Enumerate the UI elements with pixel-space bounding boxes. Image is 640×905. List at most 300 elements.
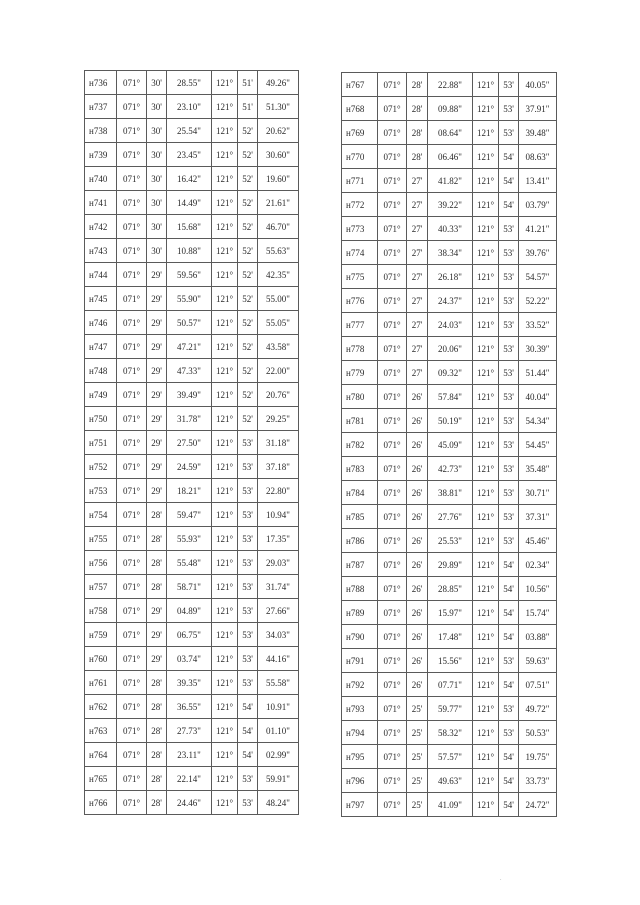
lon-degrees-cell: 071° — [117, 311, 147, 335]
table-row — [342, 529, 557, 553]
lat-seconds-cell: 15.74" — [519, 601, 557, 625]
lon-minutes-cell: 29' — [147, 623, 167, 647]
lon-minutes-cell: 28' — [407, 121, 428, 145]
lon-seconds-cell: 25.54" — [167, 119, 212, 143]
lat-minutes-cell: 53' — [238, 623, 258, 647]
table-row — [85, 167, 299, 191]
point-id-cell: н781 — [342, 409, 378, 433]
table-row — [342, 409, 557, 433]
point-id-cell: н783 — [342, 457, 378, 481]
lat-degrees-cell: 121° — [212, 575, 238, 599]
lat-minutes-cell: 54' — [499, 769, 519, 793]
lon-seconds-cell: 14.49" — [167, 191, 212, 215]
lon-degrees-cell: 071° — [378, 481, 407, 505]
lat-minutes-cell: 52' — [238, 263, 258, 287]
lat-degrees-cell: 121° — [473, 721, 499, 745]
point-id-cell: н786 — [342, 529, 378, 553]
lat-minutes-cell: 54' — [499, 625, 519, 649]
lat-minutes-cell: 51' — [238, 71, 258, 95]
lat-degrees-cell: 121° — [473, 409, 499, 433]
lon-degrees-cell: 071° — [378, 409, 407, 433]
lon-seconds-cell: 09.88" — [428, 97, 473, 121]
table-row — [342, 481, 557, 505]
lon-seconds-cell: 50.57" — [167, 311, 212, 335]
table-row — [85, 575, 299, 599]
lat-degrees-cell: 121° — [212, 359, 238, 383]
lat-seconds-cell: 19.75" — [519, 745, 557, 769]
lon-minutes-cell: 26' — [407, 673, 428, 697]
table-row — [342, 625, 557, 649]
table-row — [85, 791, 299, 815]
point-id-cell: н768 — [342, 97, 378, 121]
lat-degrees-cell: 121° — [212, 479, 238, 503]
point-id-cell: н760 — [85, 647, 117, 671]
lon-minutes-cell: 27' — [407, 361, 428, 385]
lat-minutes-cell: 53' — [499, 457, 519, 481]
lon-seconds-cell: 57.84" — [428, 385, 473, 409]
table-row — [85, 359, 299, 383]
table-row — [85, 431, 299, 455]
table-row — [342, 361, 557, 385]
lat-seconds-cell: 51.30" — [258, 95, 299, 119]
lon-degrees-cell: 071° — [378, 457, 407, 481]
lat-seconds-cell: 02.34" — [519, 553, 557, 577]
lat-seconds-cell: 22.00" — [258, 359, 299, 383]
table-row — [85, 503, 299, 527]
lon-seconds-cell: 22.14" — [167, 767, 212, 791]
lon-degrees-cell: 071° — [117, 575, 147, 599]
lat-degrees-cell: 121° — [212, 239, 238, 263]
lon-minutes-cell: 28' — [407, 73, 428, 97]
lon-minutes-cell: 26' — [407, 529, 428, 553]
table-row — [85, 623, 299, 647]
lon-seconds-cell: 40.33" — [428, 217, 473, 241]
lat-degrees-cell: 121° — [212, 647, 238, 671]
table-row — [85, 383, 299, 407]
lat-degrees-cell: 121° — [212, 95, 238, 119]
lon-degrees-cell: 071° — [117, 407, 147, 431]
lon-seconds-cell: 27.76" — [428, 505, 473, 529]
lon-degrees-cell: 071° — [378, 121, 407, 145]
lat-minutes-cell: 54' — [499, 553, 519, 577]
lat-seconds-cell: 20.76" — [258, 383, 299, 407]
lon-seconds-cell: 17.48" — [428, 625, 473, 649]
point-id-cell: н794 — [342, 721, 378, 745]
lat-minutes-cell: 53' — [238, 431, 258, 455]
lat-minutes-cell: 54' — [499, 169, 519, 193]
lon-minutes-cell: 27' — [407, 265, 428, 289]
lat-degrees-cell: 121° — [473, 577, 499, 601]
table-row — [85, 695, 299, 719]
point-id-cell: н736 — [85, 71, 117, 95]
lat-degrees-cell: 121° — [473, 457, 499, 481]
lat-minutes-cell: 53' — [238, 599, 258, 623]
lon-degrees-cell: 071° — [378, 313, 407, 337]
lat-degrees-cell: 121° — [473, 361, 499, 385]
lat-minutes-cell: 53' — [499, 337, 519, 361]
table-row — [85, 407, 299, 431]
lon-seconds-cell: 24.03" — [428, 313, 473, 337]
lon-minutes-cell: 29' — [147, 647, 167, 671]
lat-degrees-cell: 121° — [473, 385, 499, 409]
lon-seconds-cell: 38.81" — [428, 481, 473, 505]
point-id-cell: н785 — [342, 505, 378, 529]
point-id-cell: н745 — [85, 287, 117, 311]
lat-seconds-cell: 42.35" — [258, 263, 299, 287]
point-id-cell: н771 — [342, 169, 378, 193]
point-id-cell: н789 — [342, 601, 378, 625]
lat-seconds-cell: 34.03" — [258, 623, 299, 647]
lat-seconds-cell: 29.25" — [258, 407, 299, 431]
point-id-cell: н755 — [85, 527, 117, 551]
lat-minutes-cell: 52' — [238, 383, 258, 407]
lon-degrees-cell: 071° — [378, 505, 407, 529]
lon-seconds-cell: 39.35" — [167, 671, 212, 695]
lon-minutes-cell: 29' — [147, 479, 167, 503]
lat-seconds-cell: 33.73" — [519, 769, 557, 793]
point-id-cell: н742 — [85, 215, 117, 239]
lon-degrees-cell: 071° — [378, 529, 407, 553]
table-row — [342, 673, 557, 697]
lon-degrees-cell: 071° — [117, 455, 147, 479]
lat-minutes-cell: 53' — [238, 527, 258, 551]
lat-degrees-cell: 121° — [212, 167, 238, 191]
point-id-cell: н779 — [342, 361, 378, 385]
lon-minutes-cell: 28' — [407, 97, 428, 121]
point-id-cell: н796 — [342, 769, 378, 793]
lon-degrees-cell: 071° — [117, 335, 147, 359]
point-id-cell: н766 — [85, 791, 117, 815]
lat-seconds-cell: 54.57" — [519, 265, 557, 289]
lon-seconds-cell: 15.56" — [428, 649, 473, 673]
lon-minutes-cell: 27' — [407, 241, 428, 265]
lon-degrees-cell: 071° — [378, 169, 407, 193]
lat-minutes-cell: 53' — [238, 455, 258, 479]
lat-seconds-cell: 40.05" — [519, 73, 557, 97]
lon-minutes-cell: 27' — [407, 337, 428, 361]
table-row — [342, 265, 557, 289]
lon-minutes-cell: 30' — [147, 95, 167, 119]
lat-seconds-cell: 51.44" — [519, 361, 557, 385]
lon-minutes-cell: 28' — [147, 527, 167, 551]
lat-seconds-cell: 45.46" — [519, 529, 557, 553]
point-id-cell: н758 — [85, 599, 117, 623]
lat-minutes-cell: 53' — [238, 767, 258, 791]
table-row — [342, 577, 557, 601]
lon-seconds-cell: 06.46" — [428, 145, 473, 169]
lon-seconds-cell: 04.89" — [167, 599, 212, 623]
lat-degrees-cell: 121° — [212, 719, 238, 743]
point-id-cell: н743 — [85, 239, 117, 263]
lon-degrees-cell: 071° — [378, 193, 407, 217]
lat-degrees-cell: 121° — [212, 191, 238, 215]
lon-seconds-cell: 41.09" — [428, 793, 473, 817]
lat-degrees-cell: 121° — [212, 791, 238, 815]
lon-minutes-cell: 25' — [407, 793, 428, 817]
lon-seconds-cell: 22.88" — [428, 73, 473, 97]
lat-minutes-cell: 54' — [238, 695, 258, 719]
lon-seconds-cell: 08.64" — [428, 121, 473, 145]
lon-seconds-cell: 15.68" — [167, 215, 212, 239]
table-row — [85, 599, 299, 623]
lon-seconds-cell: 16.42" — [167, 167, 212, 191]
lon-seconds-cell: 03.74" — [167, 647, 212, 671]
lat-minutes-cell: 52' — [238, 215, 258, 239]
lon-degrees-cell: 071° — [117, 383, 147, 407]
table-row — [85, 551, 299, 575]
lon-minutes-cell: 26' — [407, 601, 428, 625]
table-row — [85, 671, 299, 695]
lat-minutes-cell: 53' — [499, 217, 519, 241]
lon-degrees-cell: 071° — [117, 599, 147, 623]
point-id-cell: н773 — [342, 217, 378, 241]
lon-seconds-cell: 36.55" — [167, 695, 212, 719]
lon-seconds-cell: 55.90" — [167, 287, 212, 311]
lat-minutes-cell: 53' — [499, 265, 519, 289]
lon-seconds-cell: 47.21" — [167, 335, 212, 359]
lat-degrees-cell: 121° — [473, 145, 499, 169]
lat-minutes-cell: 52' — [238, 335, 258, 359]
table-row — [85, 767, 299, 791]
table-row — [342, 505, 557, 529]
lat-seconds-cell: 55.05" — [258, 311, 299, 335]
lat-degrees-cell: 121° — [473, 313, 499, 337]
lon-minutes-cell: 27' — [407, 313, 428, 337]
lat-degrees-cell: 121° — [473, 241, 499, 265]
lat-minutes-cell: 53' — [499, 313, 519, 337]
lon-degrees-cell: 071° — [378, 337, 407, 361]
table-row — [342, 769, 557, 793]
table-row — [342, 121, 557, 145]
lat-degrees-cell: 121° — [212, 599, 238, 623]
lat-seconds-cell: 48.24" — [258, 791, 299, 815]
table-row — [342, 145, 557, 169]
point-id-cell: н774 — [342, 241, 378, 265]
lat-degrees-cell: 121° — [473, 193, 499, 217]
point-id-cell: н738 — [85, 119, 117, 143]
table-row — [342, 721, 557, 745]
lat-seconds-cell: 02.99" — [258, 743, 299, 767]
point-id-cell: н752 — [85, 455, 117, 479]
lon-minutes-cell: 26' — [407, 505, 428, 529]
lat-degrees-cell: 121° — [212, 503, 238, 527]
lat-minutes-cell: 53' — [499, 241, 519, 265]
lat-degrees-cell: 121° — [473, 769, 499, 793]
lon-degrees-cell: 071° — [378, 577, 407, 601]
table-row — [342, 457, 557, 481]
lon-degrees-cell: 071° — [378, 553, 407, 577]
table-row — [342, 217, 557, 241]
lon-minutes-cell: 28' — [147, 695, 167, 719]
table-row — [85, 263, 299, 287]
table-row — [342, 169, 557, 193]
lon-seconds-cell: 55.93" — [167, 527, 212, 551]
lon-minutes-cell: 28' — [147, 503, 167, 527]
lon-minutes-cell: 30' — [147, 167, 167, 191]
point-id-cell: н746 — [85, 311, 117, 335]
lon-degrees-cell: 071° — [117, 95, 147, 119]
point-id-cell: н793 — [342, 697, 378, 721]
lat-seconds-cell: 30.39" — [519, 337, 557, 361]
lon-degrees-cell: 071° — [378, 625, 407, 649]
lat-degrees-cell: 121° — [212, 767, 238, 791]
lat-seconds-cell: 03.79" — [519, 193, 557, 217]
lat-seconds-cell: 52.22" — [519, 289, 557, 313]
lat-seconds-cell: 41.21" — [519, 217, 557, 241]
point-id-cell: н797 — [342, 793, 378, 817]
lon-minutes-cell: 28' — [147, 767, 167, 791]
table-row — [342, 193, 557, 217]
lon-degrees-cell: 071° — [117, 791, 147, 815]
lat-seconds-cell: 43.58" — [258, 335, 299, 359]
table-row — [85, 743, 299, 767]
lat-minutes-cell: 53' — [499, 73, 519, 97]
lat-degrees-cell: 121° — [212, 695, 238, 719]
lat-seconds-cell: 31.18" — [258, 431, 299, 455]
lat-seconds-cell: 49.72" — [519, 697, 557, 721]
lat-seconds-cell: 21.61" — [258, 191, 299, 215]
lon-minutes-cell: 26' — [407, 481, 428, 505]
lat-degrees-cell: 121° — [473, 649, 499, 673]
lat-seconds-cell: 22.80" — [258, 479, 299, 503]
lon-degrees-cell: 071° — [378, 793, 407, 817]
lon-minutes-cell: 28' — [147, 671, 167, 695]
point-id-cell: н778 — [342, 337, 378, 361]
lat-minutes-cell: 53' — [499, 721, 519, 745]
lat-seconds-cell: 31.74" — [258, 575, 299, 599]
lon-degrees-cell: 071° — [117, 551, 147, 575]
lon-minutes-cell: 25' — [407, 721, 428, 745]
point-id-cell: н775 — [342, 265, 378, 289]
lon-minutes-cell: 29' — [147, 311, 167, 335]
lon-minutes-cell: 29' — [147, 431, 167, 455]
table-row — [85, 215, 299, 239]
table-row — [342, 337, 557, 361]
lon-minutes-cell: 29' — [147, 287, 167, 311]
lat-seconds-cell: 10.94" — [258, 503, 299, 527]
point-id-cell: н739 — [85, 143, 117, 167]
lon-degrees-cell: 071° — [378, 97, 407, 121]
lon-seconds-cell: 59.56" — [167, 263, 212, 287]
lon-minutes-cell: 26' — [407, 385, 428, 409]
lat-degrees-cell: 121° — [473, 433, 499, 457]
lat-degrees-cell: 121° — [212, 671, 238, 695]
lon-minutes-cell: 29' — [147, 263, 167, 287]
lat-degrees-cell: 121° — [212, 119, 238, 143]
lon-seconds-cell: 58.71" — [167, 575, 212, 599]
lat-minutes-cell: 52' — [238, 311, 258, 335]
lon-seconds-cell: 20.06" — [428, 337, 473, 361]
lat-minutes-cell: 54' — [499, 145, 519, 169]
table-row — [85, 647, 299, 671]
lon-degrees-cell: 071° — [378, 289, 407, 313]
point-id-cell: н751 — [85, 431, 117, 455]
lon-minutes-cell: 26' — [407, 625, 428, 649]
lat-seconds-cell: 30.71" — [519, 481, 557, 505]
lat-minutes-cell: 53' — [499, 529, 519, 553]
lat-minutes-cell: 53' — [499, 361, 519, 385]
point-id-cell: н791 — [342, 649, 378, 673]
lon-degrees-cell: 071° — [117, 431, 147, 455]
point-id-cell: н782 — [342, 433, 378, 457]
lat-seconds-cell: 40.04" — [519, 385, 557, 409]
point-id-cell: н740 — [85, 167, 117, 191]
table-row — [342, 553, 557, 577]
lon-minutes-cell: 28' — [147, 791, 167, 815]
lon-degrees-cell: 071° — [117, 623, 147, 647]
table-row — [342, 697, 557, 721]
lon-minutes-cell: 26' — [407, 433, 428, 457]
lon-minutes-cell: 30' — [147, 143, 167, 167]
table-row — [342, 649, 557, 673]
lon-seconds-cell: 45.09" — [428, 433, 473, 457]
lat-degrees-cell: 121° — [473, 481, 499, 505]
lat-seconds-cell: 55.63" — [258, 239, 299, 263]
lat-seconds-cell: 01.10" — [258, 719, 299, 743]
lat-seconds-cell: 55.58" — [258, 671, 299, 695]
lat-seconds-cell: 10.56" — [519, 577, 557, 601]
lat-minutes-cell: 53' — [499, 121, 519, 145]
lat-seconds-cell: 30.60" — [258, 143, 299, 167]
lon-seconds-cell: 23.10" — [167, 95, 212, 119]
point-id-cell: н784 — [342, 481, 378, 505]
lat-degrees-cell: 121° — [473, 673, 499, 697]
lon-degrees-cell: 071° — [117, 767, 147, 791]
lat-degrees-cell: 121° — [212, 623, 238, 647]
lon-degrees-cell: 071° — [378, 601, 407, 625]
lon-degrees-cell: 071° — [117, 263, 147, 287]
lat-seconds-cell: 54.34" — [519, 409, 557, 433]
lat-minutes-cell: 53' — [499, 505, 519, 529]
table-row — [342, 793, 557, 817]
lon-minutes-cell: 26' — [407, 457, 428, 481]
lon-seconds-cell: 23.45" — [167, 143, 212, 167]
point-id-cell: н750 — [85, 407, 117, 431]
coordinates-table-left — [84, 70, 299, 815]
table-row — [85, 287, 299, 311]
point-id-cell: н777 — [342, 313, 378, 337]
lon-seconds-cell: 55.48" — [167, 551, 212, 575]
lon-seconds-cell: 39.22" — [428, 193, 473, 217]
lon-seconds-cell: 23.11" — [167, 743, 212, 767]
lon-degrees-cell: 071° — [378, 697, 407, 721]
lon-seconds-cell: 24.37" — [428, 289, 473, 313]
lat-degrees-cell: 121° — [473, 97, 499, 121]
lon-minutes-cell: 27' — [407, 169, 428, 193]
table-row — [342, 313, 557, 337]
lat-degrees-cell: 121° — [473, 217, 499, 241]
lon-seconds-cell: 18.21" — [167, 479, 212, 503]
table-row — [85, 527, 299, 551]
lon-minutes-cell: 30' — [147, 71, 167, 95]
lat-seconds-cell: 44.16" — [258, 647, 299, 671]
lat-degrees-cell: 121° — [212, 383, 238, 407]
lat-minutes-cell: 53' — [238, 503, 258, 527]
lat-degrees-cell: 121° — [473, 697, 499, 721]
lon-minutes-cell: 28' — [407, 145, 428, 169]
lat-minutes-cell: 53' — [238, 479, 258, 503]
lat-minutes-cell: 53' — [499, 289, 519, 313]
point-id-cell: н790 — [342, 625, 378, 649]
lat-seconds-cell: 50.53" — [519, 721, 557, 745]
lon-minutes-cell: 27' — [407, 193, 428, 217]
lat-seconds-cell: 54.45" — [519, 433, 557, 457]
lat-seconds-cell: 13.41" — [519, 169, 557, 193]
lon-seconds-cell: 15.97" — [428, 601, 473, 625]
lon-degrees-cell: 071° — [117, 743, 147, 767]
lat-degrees-cell: 121° — [473, 337, 499, 361]
lon-minutes-cell: 30' — [147, 191, 167, 215]
